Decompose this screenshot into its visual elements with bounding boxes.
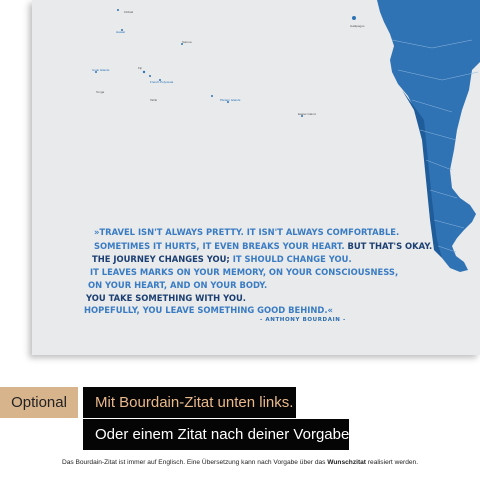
footnote-link-wunschzitat[interactable]: Wunschzitat bbox=[327, 459, 367, 466]
custom-quote-caption: Oder einem Zitat nach deiner Vorgabe. bbox=[83, 419, 349, 450]
optional-badge: Optional bbox=[0, 387, 78, 418]
bourdain-quote-caption: Mit Bourdain-Zitat unten links. bbox=[83, 387, 296, 418]
place-label: Tahiti bbox=[150, 98, 158, 102]
footnote-text: Das Bourdain-Zitat ist immer auf Englisch. Eine Übersetzung kann nach Vorgabe über das bbox=[61, 459, 328, 466]
map-canvas bbox=[32, 0, 480, 355]
quote-line: HOPEFULLY, YOU LEAVE SOMETHING GOOD BEHIND.« bbox=[84, 305, 333, 315]
quote-line: ON YOUR HEART, AND ON YOUR BODY. bbox=[88, 280, 268, 290]
place-label: Galápagos bbox=[350, 24, 365, 28]
place-label: Hawaii bbox=[116, 30, 126, 34]
quote-line: IT LEAVES MARKS ON YOUR MEMORY, ON YOUR CONSCIOUSNESS, bbox=[90, 267, 399, 277]
place-label: French Polynesia bbox=[150, 80, 174, 84]
quote-line: SOMETIMES IT HURTS, IT EVEN BREAKS YOUR HEART. BUT THAT'S OKAY. bbox=[94, 241, 433, 251]
place-label: Kiribati bbox=[124, 10, 134, 14]
place-label: Easter Island bbox=[298, 112, 316, 116]
quote-line: »TRAVEL ISN'T ALWAYS PRETTY. IT ISN'T ALWAYS COMFORTABLE. bbox=[94, 227, 400, 237]
footnote bbox=[0, 459, 480, 466]
place-label: Cook Islands bbox=[92, 68, 110, 72]
place-label: Samoa bbox=[182, 40, 192, 44]
quote-author: - ANTHONY BOURDAIN - bbox=[260, 317, 346, 323]
quote-line: YOU TAKE SOMETHING WITH YOU. bbox=[86, 293, 246, 303]
place-label: Tonga bbox=[96, 90, 105, 94]
place-label: Pitcairn Islands bbox=[220, 98, 241, 102]
footnote-text-end: realisiert werden. bbox=[366, 459, 419, 466]
place-label: Fiji bbox=[138, 66, 142, 70]
quote-line: THE JOURNEY CHANGES YOU; IT SHOULD CHANGE YOU. bbox=[92, 254, 352, 264]
